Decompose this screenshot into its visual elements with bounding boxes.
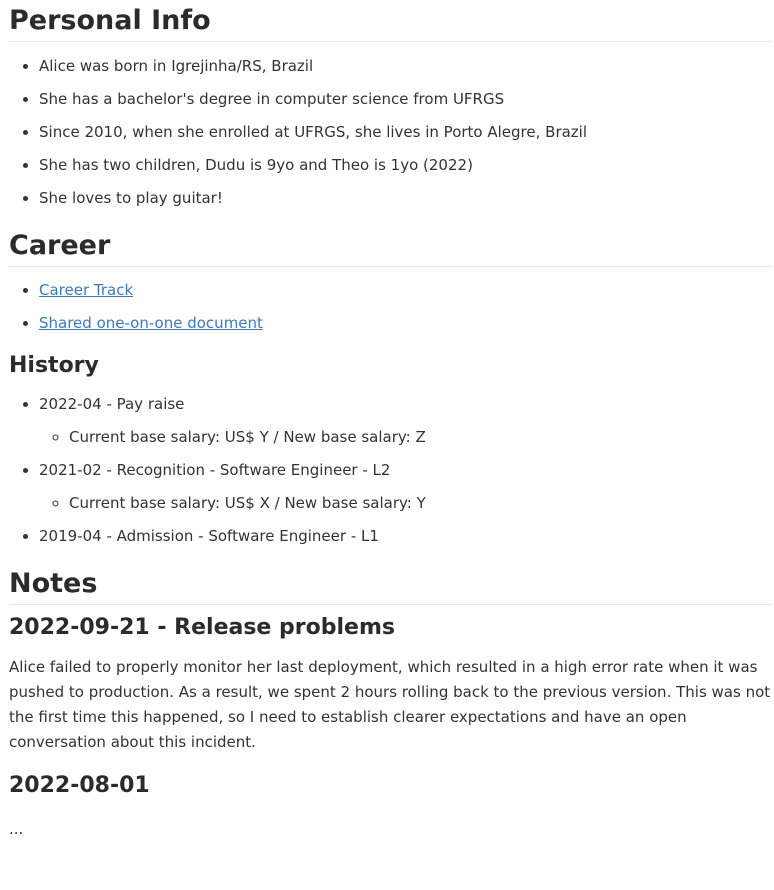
career-links-list (9, 274, 772, 340)
history-item-label: 2021-02 - Recognition - Software Engineer - L2 (39, 461, 391, 479)
history-item (39, 520, 772, 553)
history-detail: ◦ Current base salary: US$ X / New base salary: Y (69, 487, 772, 520)
note-title: 2022-09-21 - Release problems (9, 615, 395, 640)
one-on-one-document-link[interactable]: Shared one-on-one document (39, 314, 263, 332)
list-item: • Alice was born in Igrejinha/RS, Brazil (39, 50, 772, 83)
personal-info-list (9, 50, 772, 215)
list-item: • She has a bachelor's degree in computer science from UFRGS (39, 83, 772, 116)
document (0, 4, 772, 842)
history-sublist (39, 421, 772, 454)
list-item (39, 307, 772, 340)
note-title: 2022-08-01 (9, 773, 150, 798)
history-item (39, 454, 772, 520)
list-item: • She has two children, Dudu is 9yo and Theo is 1yo (2022) (39, 149, 772, 182)
history-item-label: 2019-04 - Admission - Software Engineer - L1 (39, 527, 379, 545)
career-track-link[interactable]: Career Track (39, 281, 134, 299)
history-item-label: 2022-04 - Pay raise (39, 395, 185, 413)
heading-history: History (9, 353, 99, 378)
heading-notes: Notes (9, 567, 772, 605)
list-item: • Since 2010, when she enrolled at UFRGS, she lives in Porto Alegre, Brazil (39, 116, 772, 149)
list-item (39, 274, 772, 307)
history-item (39, 388, 772, 454)
note-body: ... (9, 820, 24, 838)
heading-career: Career (9, 229, 772, 267)
heading-personal-info: Personal Info (9, 4, 772, 42)
history-sublist (39, 487, 772, 520)
history-detail: ◦ Current base salary: US$ Y / New base salary: Z (69, 421, 772, 454)
history-list (9, 388, 772, 553)
note-body: Alice failed to properly monitor her last deployment, which resulted in a high error rate when it was pushed to production. As a result, we spent 2 hours rolling back to the previous version. This was not the first time this happened, so I need to establish clearer expectations and have an open conversation about this incident. (9, 658, 771, 751)
list-item: • She loves to play guitar! (39, 182, 772, 215)
